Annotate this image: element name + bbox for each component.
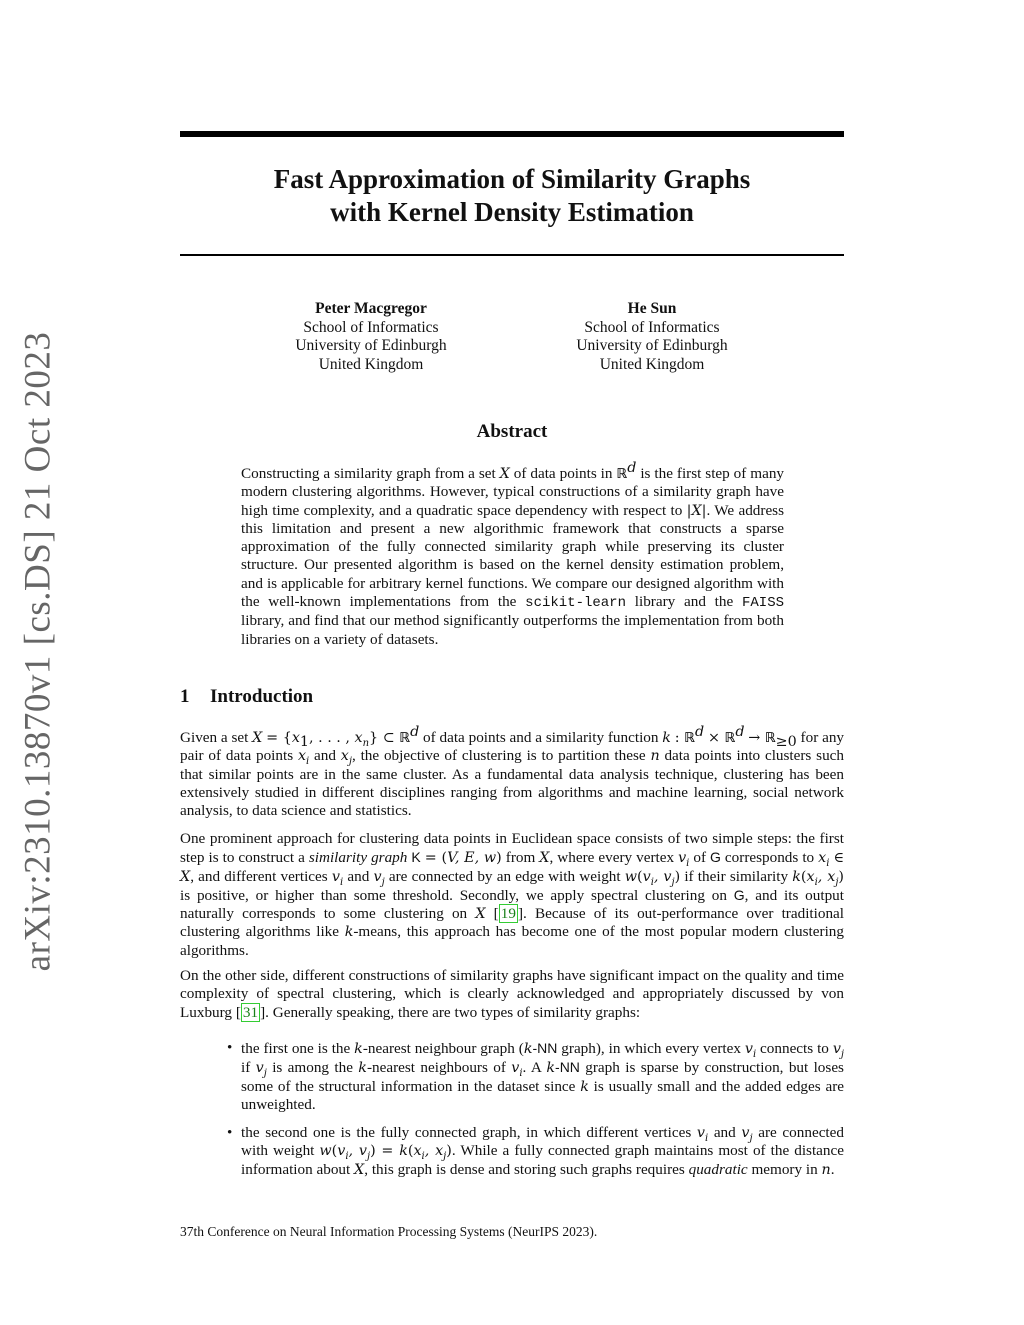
title-line-1: Fast Approximation of Similarity Graphs	[273, 164, 751, 194]
conference-footnote: 37th Conference on Neural Information Processing Systems (NeurIPS 2023).	[180, 1224, 598, 1239]
list-item: • the second one is the fully connected graph, in which different vertices $v_i$ and $v_j$ are connected with weight $w(v_i$, $v_j) = k(x_i$, $x_j$). While a fully connected graph maintains most of the distance information about X, this graph is dense and storing such graphs requires quadratic memory in n.	[227, 1124, 844, 1178]
section-title: Introduction	[210, 686, 314, 707]
intro-paragraph-1: Given a set $X = \{x_1$, . . . , $x_n$} ⊂ ℝ$^d$ of data points and a similarity function k : ℝ$^d$ × ℝ$^d$ → ℝ$_{\ge 0}$ for any pair of data points $x_i$ and $x_j$, the objective of clustering is to partition these n data points into clusters such that similar points are in the same cluster. As a fundamental data analysis technique, clustering has been extensively studied in different disciplines ranging from algorithms and machine learning, social network analysis, to data science and statistics.	[180, 723, 845, 820]
library-name: FAISS	[741, 595, 784, 612]
arxiv-stamp	[8, 331, 68, 971]
title-line-2: with Kernel Density Estimation	[330, 197, 694, 227]
author-name: He Sun	[627, 300, 677, 317]
similarity-graph-list	[180, 1039, 844, 1189]
library-name: scikit-learn	[525, 595, 626, 612]
author-1	[251, 300, 491, 374]
bullet-icon: •	[227, 1124, 233, 1142]
section-number: 1	[180, 686, 190, 707]
title-rule-top	[180, 131, 844, 137]
abstract-body: Constructing a similarity graph from a set X of data points in ℝ$^d$ is the first step of many modern clustering algorithms. However, typical constructions of a similarity graph have high time complexity, and a quadratic space dependency with respect to |X|. We address this limitation and present a new algorithmic framework that constructs a sparse approximation of the fully connected similarity graph while preserving its cluster structure. Our presented algorithm is based on the kernel density estimation problem, and is applicable for arbitrary kernel functions. We compare our designed algorithm with the well-known implementations from the scikit-learn library and the FAISS library, and find that our method significantly outperforms the implementation from both libraries on a variety of datasets.	[241, 459, 785, 648]
author-dept: School of Informatics	[303, 318, 439, 336]
section-heading	[180, 686, 313, 708]
author-university: University of Edinburgh	[576, 337, 728, 354]
citation-link[interactable]: 31	[242, 1003, 259, 1021]
paper-title	[180, 163, 844, 229]
author-country: United Kingdom	[318, 355, 424, 373]
author-2	[532, 300, 772, 374]
abstract-heading: Abstract	[476, 421, 548, 442]
bullet-icon: •	[227, 1039, 233, 1056]
author-university: University of Edinburgh	[295, 337, 447, 354]
author-country: United Kingdom	[599, 355, 705, 373]
arxiv-stamp-text: arXiv:2310.13870v1 [cs.DS] 21 Oct 2023	[17, 331, 59, 971]
intro-paragraph-3: On the other side, different constructions of similarity graphs have significant impact on the quality and time complexity of spectral clustering, which is clearly acknowledged and appropriately discussed by von Luxburg [ 31 ]. Generally speaking, there are two types of similarity graphs:	[180, 967, 844, 1021]
citation-link[interactable]: 19	[500, 905, 516, 923]
title-rule-bottom	[180, 254, 844, 256]
author-name: Peter Macgregor	[315, 300, 427, 317]
author-dept: School of Informatics	[584, 318, 720, 336]
intro-paragraph-2: One prominent approach for clustering data points in Euclidean space consists of two simple steps: the first step is to construct a similarity graph K = (V, E, w) from X, where every vertex $v_i$ of G corresponds to $x_i$ ∈ X, and different vertices $v_i$ and $v_j$ are connected by an edge with weight $w(v_i$, $v_j$) if their similarity $k(x_i$, $x_j$) is positive, or higher than some threshold. Secondly, we apply spectral clustering on G, and its output naturally corresponds to some clustering on X [ 19 ]. Because of its out-performance over traditional clustering algorithms like k-means, this approach has become one of the most popular modern clustering algorithms.	[180, 830, 845, 959]
list-item: • the first one is the k-nearest neighbour graph (k-NN graph), in which every vertex $v_i$ connects to $v_j$ if $v_j$ is among the k-nearest neighbours of $v_i$. A k-NN graph is sparse by construction, but loses some of the structural information in the dataset since k is usually small and the added edges are unweighted.	[227, 1039, 844, 1113]
